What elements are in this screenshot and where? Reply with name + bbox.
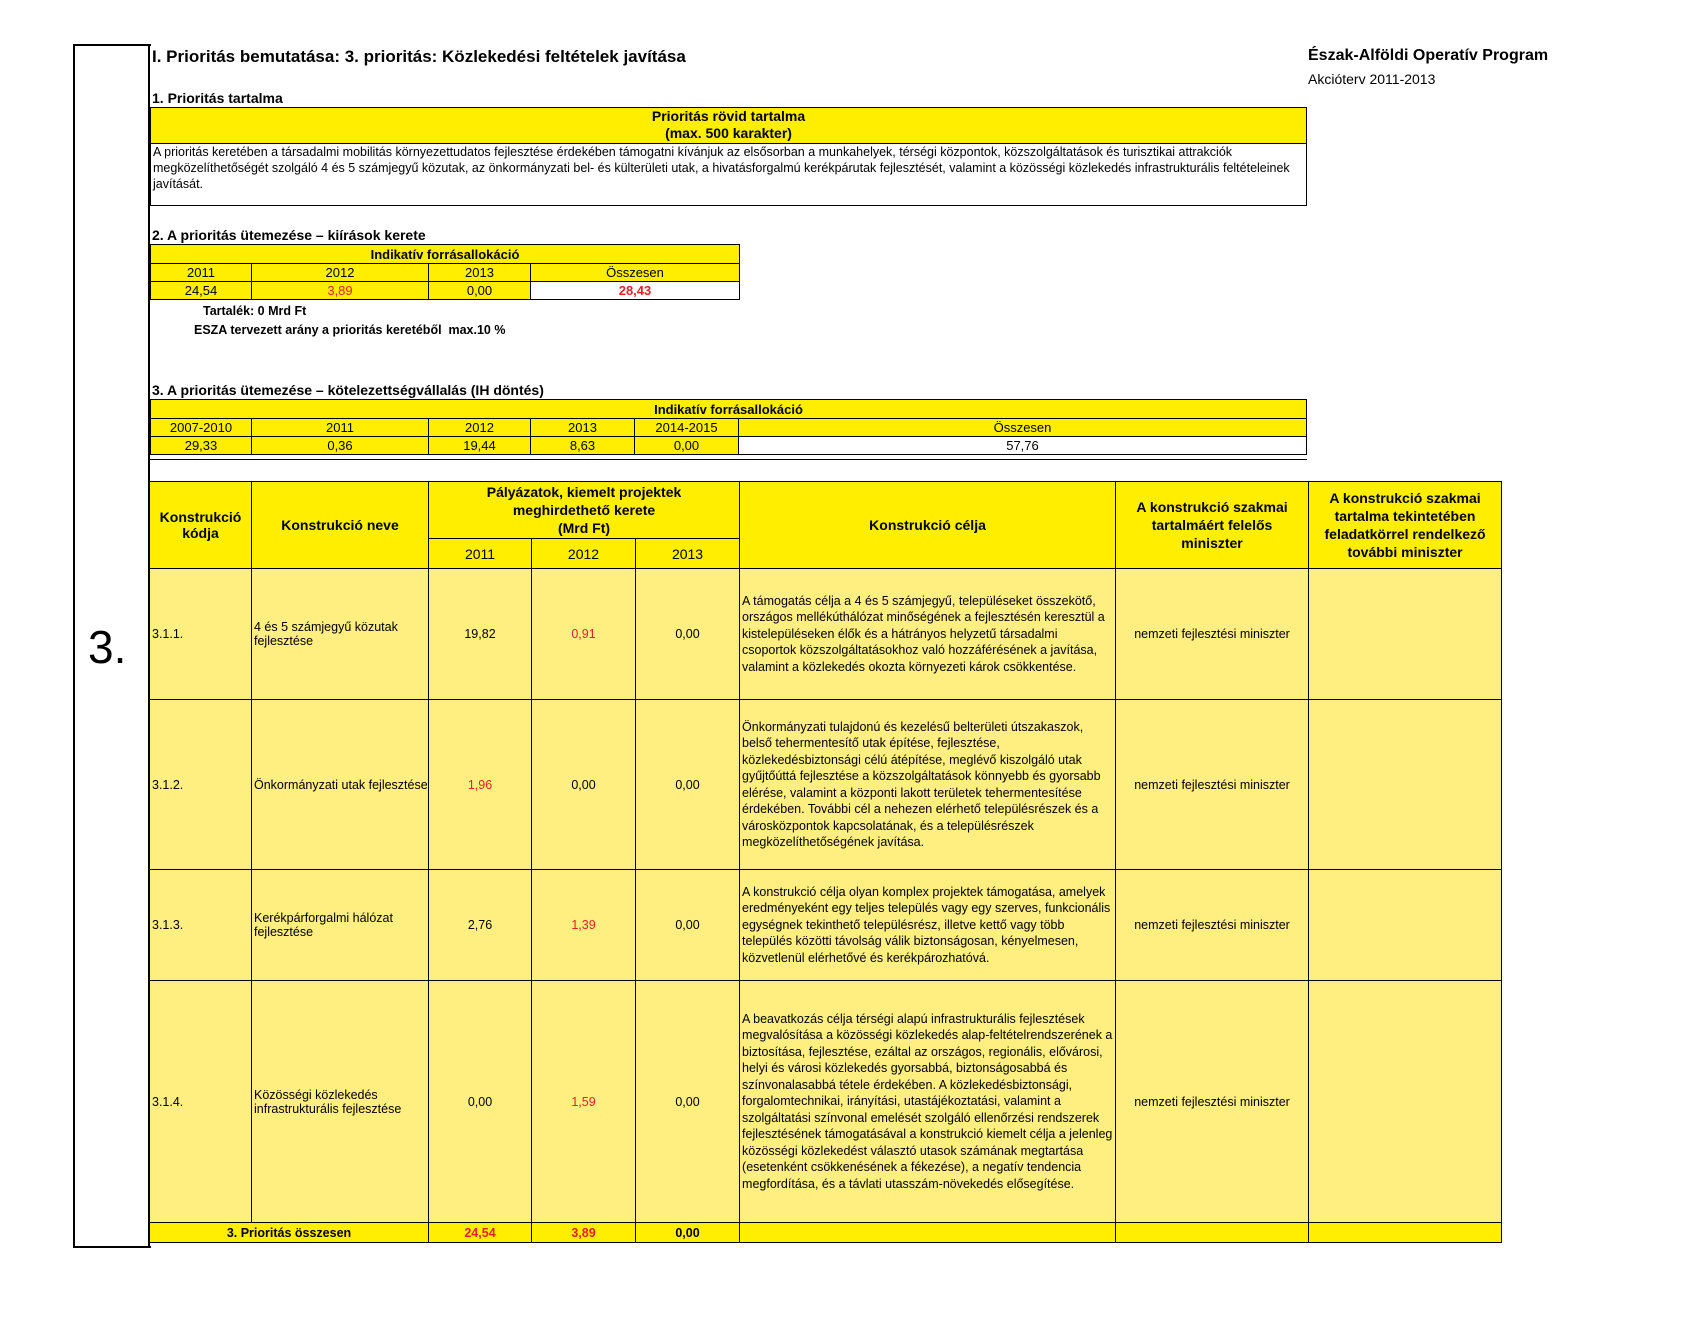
row-minister: nemzeti fejlesztési miniszter [1116,700,1309,870]
row-minister: nemzeti fejlesztési miniszter [1116,870,1309,981]
header-frame-line2: meghirdethető kerete [512,502,656,518]
section3-value: 8,63 [531,437,635,455]
section1-box-subtitle: (max. 500 karakter) [665,125,792,141]
row-value-2013: 0,00 [636,870,740,981]
header-year: 2013 [636,539,740,569]
row-other-minister [1309,870,1502,981]
row-value-2011: 2,76 [429,870,532,981]
table-row [150,870,1502,981]
section3-header: 2014-2015 [635,419,739,437]
row-value-2012: 0,00 [532,700,636,870]
section3-header: 2007-2010 [151,419,252,437]
header-code: Konstrukció kódja [150,482,252,569]
section3-table-title: Indikatív forrásallokáció [151,400,1307,419]
section2-value: 0,00 [429,282,531,300]
row-name: Közösségi közlekedés infrastrukturális fejlesztése [252,981,429,1223]
section3-value: 19,44 [429,437,531,455]
row-value-2011: 19,82 [429,569,532,700]
section2-title: 2. A prioritás ütemezése – kiírások kerete [152,227,426,243]
section1-text: A prioritás keretében a társadalmi mobilitás környezettudatos fejlesztése érdekében támogatni kívánjuk az elsősorban a munkahelyek, térségi központok, közszolgáltatások és turisztikai attrakciók megközelíthetőségét szolgáló 4 és 5 számjegyű közutak, az önkormányzati bel- és külterületi utak, a hivatásforgalmú kerékpárutak fejlesztését, valamint a közösségi közlekedés infrastrukturális feltételeinek javítását. [150,143,1307,206]
construction-table [149,481,1502,1243]
row-name: Önkormányzati utak fejlesztése [252,700,429,870]
header-minister: A konstrukció szakmai tartalmáért felelős miniszter [1116,482,1309,569]
section1-box-header [150,107,1307,144]
row-name: 4 és 5 számjegyű közutak fejlesztése [252,569,429,700]
table-row [150,981,1502,1223]
priority-number: 3. [88,621,127,673]
reserve-note: Tartalék: 0 Mrd Ft [203,304,307,318]
section3-table [150,399,1307,455]
section2-header: Összesen [531,264,740,282]
table-row [150,700,1502,870]
row-code: 3.1.3. [150,870,252,981]
total-2013: 0,00 [636,1223,740,1243]
row-other-minister [1309,700,1502,870]
row-other-minister [1309,981,1502,1223]
total-2012: 3,89 [532,1223,636,1243]
row-code: 3.1.4. [150,981,252,1223]
esza-note: ESZA tervezett arány a prioritás keretéből max.10 % [194,323,506,337]
row-goal: A támogatás célja a 4 és 5 számjegyű, településeket összekötő, országos mellékúthálózat minőségének a fejlesztésén keresztül a kistelepüléseken élők és a hátrányos helyzetű társadalmi csoportok közszolgáltatásokhoz való hozzáférésének a javítása, valamint a közlekedés okozta környezeti károk csökkentése. [740,569,1116,700]
header-goal: Konstrukció célja [740,482,1116,569]
section2-value: 24,54 [151,282,252,300]
header-frame-line1: Pályázatok, kiemelt projektek [486,484,682,500]
section2-header: 2013 [429,264,531,282]
row-name: Kerékpárforgalmi hálózat fejlesztése [252,870,429,981]
header-year: 2011 [429,539,532,569]
section2-header: 2011 [151,264,252,282]
row-minister: nemzeti fejlesztési miniszter [1116,981,1309,1223]
total-goal-empty [740,1223,1116,1243]
section2-value: 3,89 [252,282,429,300]
header-frame [429,482,740,539]
total-2011: 24,54 [429,1223,532,1243]
section3-header: Összesen [739,419,1307,437]
section2-header: 2012 [252,264,429,282]
section2-table-title: Indikatív forrásallokáció [151,245,740,264]
section3-header: 2013 [531,419,635,437]
row-value-2011: 1,96 [429,700,532,870]
header-name: Konstrukció neve [252,482,429,569]
section3-value: 0,00 [635,437,739,455]
section3-total: 57,76 [739,437,1307,455]
section1-title: 1. Prioritás tartalma [152,90,283,106]
total-label: 3. Prioritás összesen [150,1223,429,1243]
section3-value: 29,33 [151,437,252,455]
header-other-minister: A konstrukció szakmai tartalma tekintetében feladatkörrel rendelkező további miniszter [1309,482,1502,569]
row-value-2012: 0,91 [532,569,636,700]
row-goal: A beavatkozás célja térségi alapú infrastrukturális fejlesztések megvalósítása a közösségi közlekedés alap-feltételrendszerének a biztosítása, fejlesztése, ezáltal az országos, regionális, elővárosi, helyi és városi közlekedés gyorsabbá, biztonságosabbá és színvonalasabbá tétele érdekében. A közlekedésbiztonsági, forgalomtechnikai, irányítási, utastájékoztatási, valamint a szolgáltatási színvonal emelését szolgáló ellenőrzési rendszerek fejlesztésének támogatásával a konstrukció kiemelt célja a jelenleg közösségi közlekedést választó utasok számának megtartása (esetenként csökkenésének a fékezése), a negatív tendencia megfordítása, és a távlati utasszám-növekedés elősegítése. [740,981,1116,1223]
page-title: I. Prioritás bemutatása: 3. prioritás: Közlekedési feltételek javítása [152,47,686,66]
row-value-2011: 0,00 [429,981,532,1223]
program-name: Észak-Alföldi Operatív Program [1308,47,1549,64]
row-value-2012: 1,39 [532,870,636,981]
section2-table [150,244,740,300]
section3-header: 2011 [252,419,429,437]
row-value-2012: 1,59 [532,981,636,1223]
row-goal: A konstrukció célja olyan komplex projektek támogatása, amelyek eredményeként egy teljes település vagy egy szerves, funkcionális egységnek tekinthető településrész, illetve kettő vagy több település közötti távolság válik biztonságosan, kényelmesen, közvetlenül elérhetővé és kerékpározhatóvá. [740,870,1116,981]
row-goal: Önkormányzati tulajdonú és kezelésű belterületi útszakaszok, belső tehermentesítő utak építése, fejlesztése, közlekedésbiztonsági célú átépítése, meglévő kiszolgáló utak gyűjtőúttá fejlesztése a közszolgáltatások könnyebb és gyorsabb elérése, valamint a központi lakott területek tehermentesítése érdekében. További cél a nehezen elérhető településrészek és a városközpontok kapcsolatának, és a településrészek megközelíthetőségének javítása. [740,700,1116,870]
section3-header: 2012 [429,419,531,437]
section3-title: 3. A prioritás ütemezése – kötelezettségvállalás (IH döntés) [152,382,544,398]
section3-value: 0,36 [252,437,429,455]
header-frame-line3: (Mrd Ft) [557,520,611,536]
row-code: 3.1.1. [150,569,252,700]
row-other-minister [1309,569,1502,700]
section-divider [150,459,1307,460]
row-code: 3.1.2. [150,700,252,870]
total-other-empty [1309,1223,1502,1243]
section2-total: 28,43 [531,282,740,300]
row-value-2013: 0,00 [636,569,740,700]
total-minister-empty [1116,1223,1309,1243]
row-minister: nemzeti fejlesztési miniszter [1116,569,1309,700]
total-row [150,1223,1502,1243]
section1-box-title: Prioritás rövid tartalma [651,108,806,124]
header-year: 2012 [532,539,636,569]
row-value-2013: 0,00 [636,700,740,870]
row-value-2013: 0,00 [636,981,740,1223]
table-row [150,569,1502,700]
program-subtitle: Akcióterv 2011-2013 [1308,71,1436,87]
